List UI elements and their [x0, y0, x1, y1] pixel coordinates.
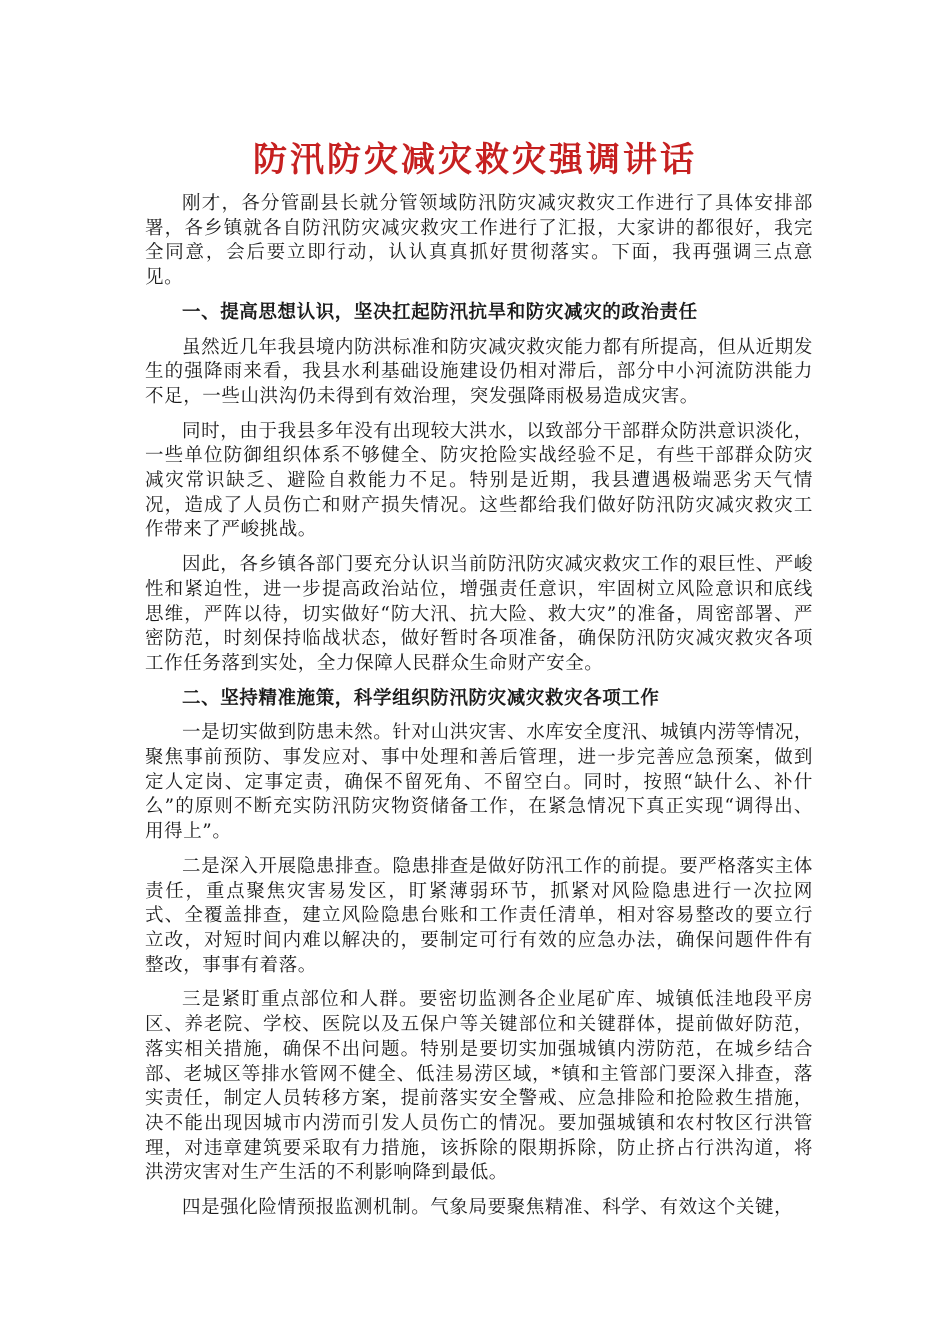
intro-paragraph: 刚才，各分管副县长就分管领域防汛防灾减灾救灾工作进行了具体安排部署，各乡镇就各自防汛防灾减灾救灾工作进行了汇报，大家讲的都很好，我完全同意，会后要立即行动，认认真真抓好贯彻落实。下面，我再强调三点意见。: [145, 193, 813, 289]
section-2-paragraph-2: 二是深入开展隐患排查。隐患排查是做好防汛工作的前提。要严格落实主体责任，重点聚焦灾害易发区，盯紧薄弱环节，抓紧对风险隐患进行一次拉网式、全覆盖排查，建立风险隐患台账和工作责任清单，相对容易整改的要立行立改，对短时间内难以解决的，要制定可行有效的应急办法，确保问题件件有整改，事事有着落。: [145, 855, 813, 976]
section-2-paragraph-4: 四是强化险情预报监测机制。气象局要聚焦精准、科学、有效这个关键，: [182, 1197, 794, 1219]
section-1-paragraph-3: 因此，各乡镇各部门要充分认识当前防汛防灾减灾救灾工作的艰巨性、严峻性和紧迫性，进一步提高政治站位，增强责任意识，牢固树立风险意识和底线思维，严阵以待，切实做好“防大汛、抗大险、救大灾”的准备，周密部署、严密防范，时刻保持临战状态，做好暂时各项准备，确保防汛防灾减灾救灾各项工作任务落到实处，全力保障人民群众生命财产安全。: [145, 554, 813, 674]
section-2-paragraph-1: 一是切实做到防患未然。针对山洪灾害、水库安全度汛、城镇内涝等情况，聚焦事前预防、事发应对、事中处理和善后管理，进一步完善应急预案，做到定人定岗、定事定责，确保不留死角、不留空白。同时，按照“缺什么、补什么”的原则不断充实防汛防灾物资储备工作，在紧急情况下真正实现“调得出、用得上”。: [145, 722, 813, 843]
section-2-heading: 二、坚持精准施策，科学组织防汛防灾减灾救灾各项工作: [182, 687, 660, 709]
section-1-paragraph-2: 同时，由于我县多年没有出现较大洪水，以致部分干部群众防洪意识淡化，一些单位防御组织体系不够健全、防灾抢险实战经验不足，有些干部群众防灾减灾常识缺乏、避险自救能力不足。特别是近期，我县遭遇极端恶劣天气情况，造成了人员伤亡和财产损失情况。这些都给我们做好防汛防灾减灾救灾工作带来了严峻挑战。: [145, 420, 813, 541]
section-1-heading: 一、提高思想认识，坚决扛起防汛抗旱和防灾减灾的政治责任: [182, 301, 698, 323]
document-body: [145, 192, 813, 1221]
section-1-paragraph-1: 虽然近几年我县境内防洪标准和防灾减灾救灾能力都有所提高，但从近期发生的强降雨来看，我县水利基础设施建设仍相对滞后，部分中小河流防洪能力不足，一些山洪沟仍未得到有效治理，突发强降雨极易造成灾害。: [145, 336, 813, 407]
document-title: 防汛防灾减灾救灾强调讲话: [253, 140, 697, 180]
section-2-paragraph-3: 三是紧盯重点部位和人群。要密切监测各企业尾矿库、城镇低洼地段平房区、养老院、学校、医院以及五保户等关键部位和关键群体，提前做好防范，落实相关措施，确保不出问题。特别是要切实加强城镇内涝防范，在城乡结合部、老城区等排水管网不健全、低洼易涝区域，*镇和主管部门要深入排查，落实责任，制定人员转移方案，提前落实安全警戒、应急排险和抢险救生措施，决不能出现因城市内涝而引发人员伤亡的情况。要加强城镇和农村牧区行洪管理，对违章建筑要采取有力措施，该拆除的限期拆除，防止挤占行洪沟道，将洪涝灾害对生产生活的不利影响降到最低。: [145, 989, 813, 1184]
